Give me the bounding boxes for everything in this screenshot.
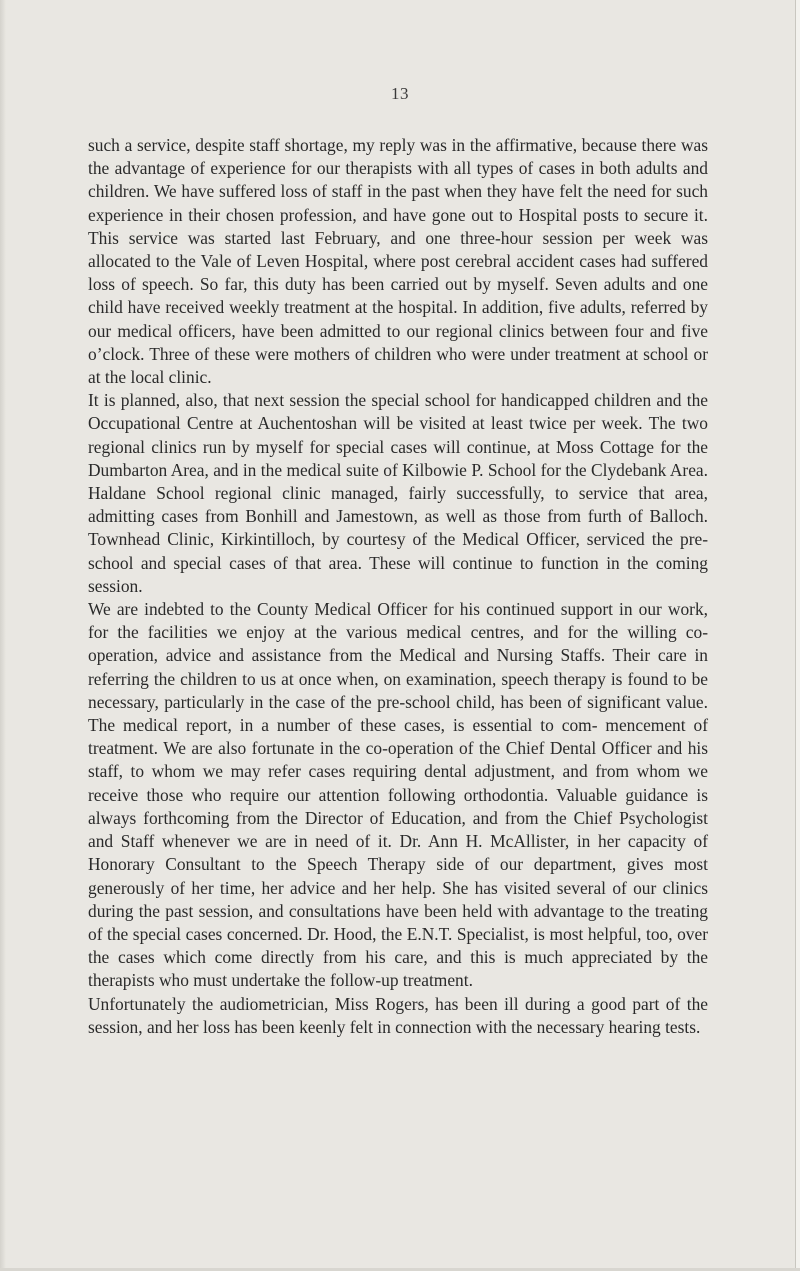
paragraph-3: We are indebted to the County Medical Officer for his continued support in our work, for the facilities we enjoy at the various medical centres, and for the willing co-operation, advice and assistance from the Medical and Nursing Staffs. Their care in referring the children to us at once when, on examination, speech therapy is found to be necessary, particularly in the case of the pre-school child, has been of significant value. The medical report, in a number of these cases, is essential to com- mencement of treatment. We are also fortunate in the co-operation of the Chief Dental Officer and his staff, to whom we may refer cases requiring dental adjustment, and from whom we receive those who require our attention following orthodontia. Valuable guidance is always forthcoming from the Director of Education, and from the Chief Psychologist and Staff whenever we are in need of it. Dr. Ann H. McAllister, in her capacity of Honorary Consultant to the Speech Therapy side of our department, gives most generously of her time, her advice and her help. She has visited several of our clinics during the past session, and consultations have been held with advantage to the treating of the special cases concerned. Dr. Hood, the E.N.T. Specialist, is most helpful, too, over the cases which come directly from his care, and this is much appreciated by the therapists who must undertake the follow-up treatment.: [88, 599, 708, 991]
paragraph-2: It is planned, also, that next session the special school for handicapped children and the Occupational Centre at Auchentoshan will be visited at least twice per week. The two regional clinics run by myself for special cases will continue, at Moss Cottage for the Dumbarton Area, and in the medical suite of Kilbowie P. School for the Clydebank Area. Haldane School regional clinic managed, fairly successfully, to service that area, admitting cases from Bonhill and Jamestown, as well as those from furth of Balloch. Townhead Clinic, Kirkintilloch, by courtesy of the Medical Officer, serviced the pre-school and special cases of that area. These will continue to function in the coming session.: [88, 390, 708, 596]
scan-edge-right: [795, 0, 800, 1271]
scan-edge-left: [0, 0, 6, 1271]
body-text: [88, 134, 708, 1039]
paragraph-1: such a service, despite staff shortage, my reply was in the affirmative, because there was the advantage of experience for our therapists with all types of cases in both adults and children. We have suffered loss of staff in the past when they have felt the need for such experience in their chosen profession, and have gone out to Hospital posts to secure it. This service was started last February, and one three-hour session per week was allocated to the Vale of Leven Hospital, where post cerebral accident cases had suffered loss of speech. So far, this duty has been carried out by myself. Seven adults and one child have received weekly treatment at the hospital. In addition, five adults, referred by our medical officers, have been admitted to our regional clinics between four and five o’clock. Three of these were mothers of children who were under treatment at school or at the local clinic.: [88, 135, 708, 388]
paragraph-4: Unfortunately the audiometrician, Miss Rogers, has been ill during a good part of the session, and her loss has been keenly felt in connection with the necessary hearing tests.: [88, 993, 708, 1037]
page-number: 13: [391, 84, 409, 103]
